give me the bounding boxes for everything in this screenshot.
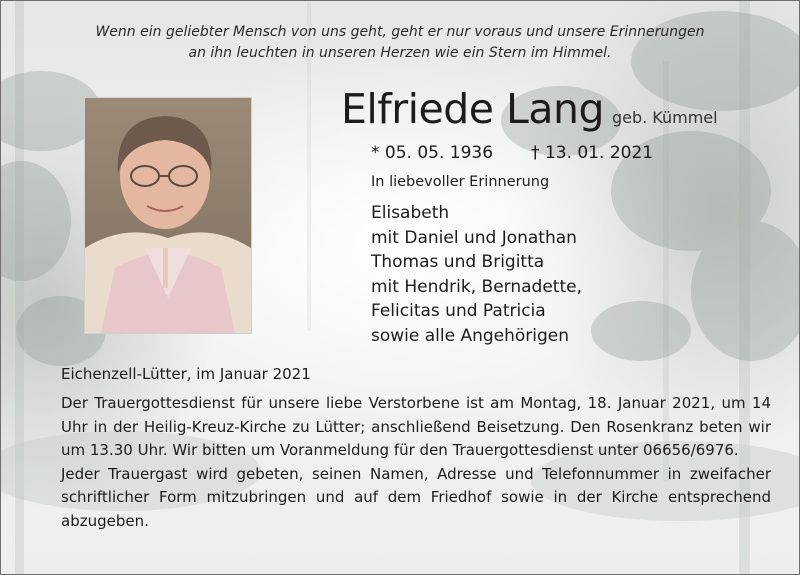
- mourner-line: Elisabeth: [371, 203, 450, 223]
- portrait-photo: [84, 97, 252, 334]
- name-row: [341, 83, 718, 135]
- guest-instructions-paragraph: Jeder Trauergast wird gebeten, seinen Namen, Adresse und Telefonnummer in zweifacher schriftlicher Form mitzubringen und auf dem Friedhof sowie in der Kirche entsprechend abzugeben.: [61, 464, 771, 530]
- place-date: Eichenzell-Lütter, im Januar 2021: [61, 365, 311, 383]
- quote-line-1: Wenn ein geliebter Mensch von uns geht, geht er nur voraus und unsere Erinnerungen: [95, 24, 705, 40]
- mourner-line: Thomas und Brigitta: [371, 252, 545, 273]
- mourner-line: sowie alle Angehörigen: [371, 325, 570, 346]
- quote-line-2: an ihn leuchten in unseren Herzen wie ein Stern im Himmel.: [188, 45, 612, 61]
- mourner-line: Felicitas und Patricia: [371, 301, 546, 322]
- portrait-image: [85, 98, 251, 333]
- birth-date: * 05. 05. 1936: [371, 143, 494, 163]
- service-details: [61, 392, 771, 534]
- service-paragraph: Der Trauergottesdienst für unsere liebe Verstorbene ist am Montag, 18. Januar 2021, um 14 Uhr in der Heilig-Kreuz-Kirche zu Lütter; anschließend Beisetzung. Den Rosenkranz beten wir um 13.30 Uhr. Wir bitten um Voranmeldung für den Trauergottesdienst unter 06656/6976.: [61, 394, 771, 460]
- mourner-line: mit Hendrik, Bernadette,: [371, 276, 582, 297]
- maiden-name: geb. Kümmel: [611, 108, 718, 127]
- quote: [1, 22, 799, 64]
- deceased-name: Elfriede Lang: [341, 85, 604, 133]
- memory-line: In liebevoller Erinnerung: [371, 174, 550, 190]
- life-dates: [371, 143, 653, 163]
- death-date: † 13. 01. 2021: [531, 143, 654, 163]
- mourner-line: mit Daniel und Jonathan: [371, 227, 577, 248]
- mourners-list: [371, 201, 582, 349]
